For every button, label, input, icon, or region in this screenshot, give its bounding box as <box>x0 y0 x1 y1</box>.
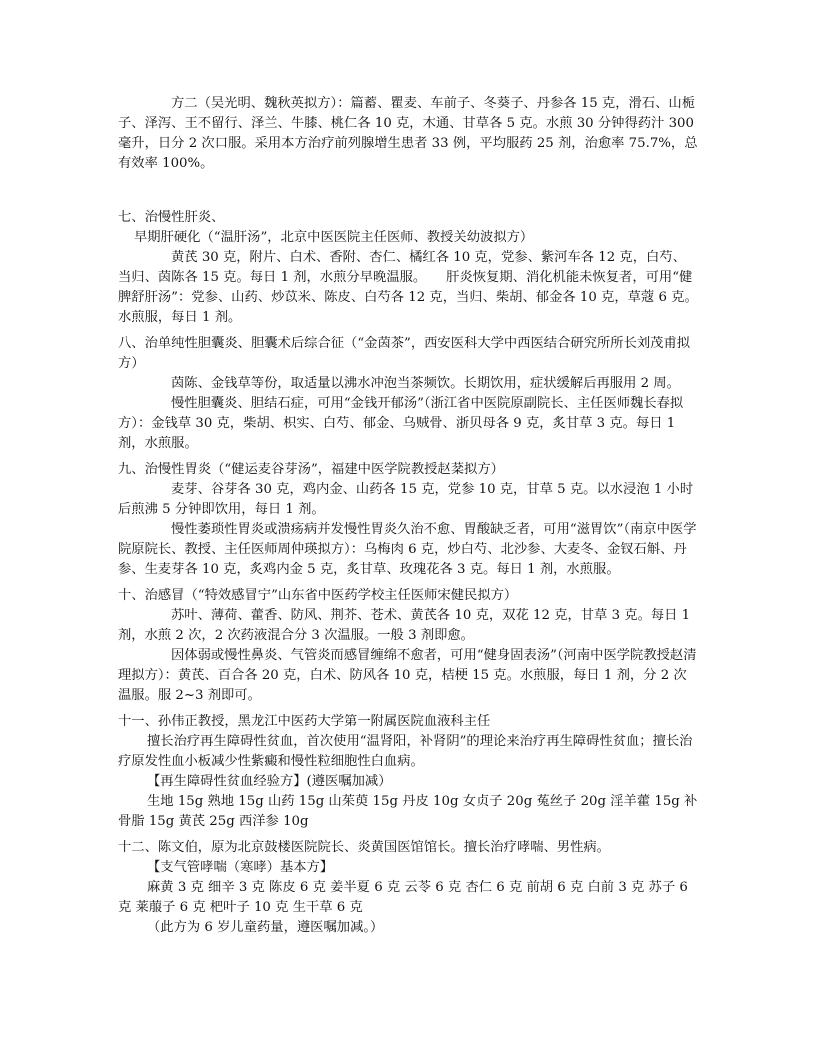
section-12-recipe: 麻黄 3 克 细辛 3 克 陈皮 6 克 姜半夏 6 克 云苓 6 克 杏仁 6 克 前胡 6 克 白前 3 克 苏子 6 克 莱菔子 6 克 杷叶子 10 克 生干草 6 克 <box>118 880 688 915</box>
section-11-recipe-label: 【再生障碍性贫血经验方】(遵医嘱加减） <box>147 774 392 789</box>
section-10-paragraph-1: 苏叶、薄荷、藿香、防风、荆芥、苍术、黄芪各 10 克，双花 12 克，甘草 3 克。每日 1 剂，水煎 2 次，2 次药液混合分 3 次温服。一般 3 剂即愈。 <box>118 608 691 643</box>
section-11-recipe: 生地 15g 熟地 15g 山药 15g 山茱萸 15g 丹皮 10g 女贞子 20g 菟丝子 20g 淫羊藿 15g 补骨脂 15g 黄芪 25g 西洋参 10g <box>118 794 698 829</box>
section-9-paragraph-1: 麦芽、谷芽各 30 克，鸡内金、山药各 15 克，党参 10 克，甘草 5 克。以水浸泡 1 小时后煎沸 5 分钟即饮用，每日 1 剂。 <box>118 482 694 517</box>
section-10-paragraph-2: 因体弱或慢性鼻炎、气管炎而感冒缠绵不愈者，可用“健身固表汤”（河南中医学院教授赵清理拟方）：黄芪、百合各 20 克，白术、防风各 10 克，桔梗 15 克。水煎服，每日 1 剂，分 2 次温服。服 2~3 剂即可。 <box>118 648 697 703</box>
section-12 <box>118 838 698 938</box>
section-9 <box>118 460 698 580</box>
section-7-title: 七、治慢性肝炎、 <box>118 210 225 225</box>
section-12-title: 十二、陈文伯，原为北京鼓楼医院院长、炎黄国医馆馆长。擅长治疗哮喘、男性病。 <box>118 840 610 855</box>
section-8-title: 八、治单纯性胆囊炎、胆囊术后综合征（“金茵茶”，西安医科大学中西医结合研究所所长刘茂甫拟方） <box>118 336 691 371</box>
section-8 <box>118 334 698 454</box>
section-11-title: 十一、孙伟正教授，黑龙江中医药大学第一附属医院血液科主任 <box>118 714 491 729</box>
section-9-title: 九、治慢性胃炎（“健运麦谷芽汤”，福建中医学院教授赵棻拟方） <box>118 462 504 477</box>
section-12-note: （此方为 6 岁儿童药量，遵医嘱加减。） <box>147 920 384 935</box>
section-7 <box>118 208 698 328</box>
section-10-title: 十、治感冒（“特效感冒宁”山东省中医药学校主任医师宋健民拟方） <box>118 588 518 603</box>
formula-2-paragraph: 方二（吴光明、魏秋英拟方）：篇蓄、瞿麦、车前子、冬葵子、丹参各 15 克，滑石、山栀子、泽泻、王不留行、泽兰、牛膝、桃仁各 10 克，木通、甘草各 5 克。水煎 30 分钟得药汁 300 毫升，日分 2 次口服。采用本方治疗前列腺增生患者 33 例，平均服药 25 剂，治愈率 75.7%，总有效率 100%。 <box>118 96 698 171</box>
section-7-paragraph: 黄芪 30 克，附片、白术、香附、杏仁、橘红各 10 克，党参、紫河车各 12 克，白芍、当归、茵陈各 15 克。每日 1 剂，水煎分早晚温服。 肝炎恢复期、消化机能未恢复者，可用“健脾舒肝汤”：党参、山药、炒苡米、陈皮、白芍各 12 克，当归、柴胡、郁金各 10 克，草蔻 6 克。水煎服，每日 1 剂。 <box>118 250 698 325</box>
section-7-subtitle: 早期肝硬化（“温肝汤”，北京中医医院主任医师、教授关幼波拟方） <box>134 230 534 245</box>
section-8-paragraph-2: 慢性胆囊炎、胆结石症，可用“金钱开郁汤”（浙江省中医院原副院长、主任医师魏长春拟方）：金钱草 30 克，柴胡、枳实、白芍、郁金、乌贼骨、浙贝母各 9 克，炙甘草 3 克。每日 1 剂，水煎服。 <box>118 396 684 451</box>
section-9-paragraph-2: 慢性萎琐性胃炎或溃疡病并发慢性胃炎久治不愈、胃酸缺乏者，可用“滋胃饮”（南京中医学院原院长、教授、主任医师周仲瑛拟方）：乌梅肉 6 克，炒白芍、北沙参、大麦冬、金钗石斛、丹参、生麦芽各 10 克，炙鸡内金 5 克，炙甘草、玫瑰花各 3 克。每日 1 剂，水煎服。 <box>118 522 697 577</box>
formula-2-block <box>118 94 698 174</box>
section-11 <box>118 712 698 832</box>
section-12-recipe-label: 【支气管哮喘（寒哮）基本方】 <box>147 860 334 875</box>
section-11-paragraph: 擅长治疗再生障碍性贫血，首次使用“温肾阳，补肾阴”的理论来治疗再生障碍性贫血；擅长治疗原发性血小板减少性紫癜和慢性粒细胞性白血病。 <box>118 734 693 769</box>
section-8-paragraph-1: 茵陈、金钱草等份，取适量以沸水冲泡当茶频饮。长期饮用，症状缓解后再服用 2 周。 <box>171 376 680 391</box>
section-10 <box>118 586 698 706</box>
